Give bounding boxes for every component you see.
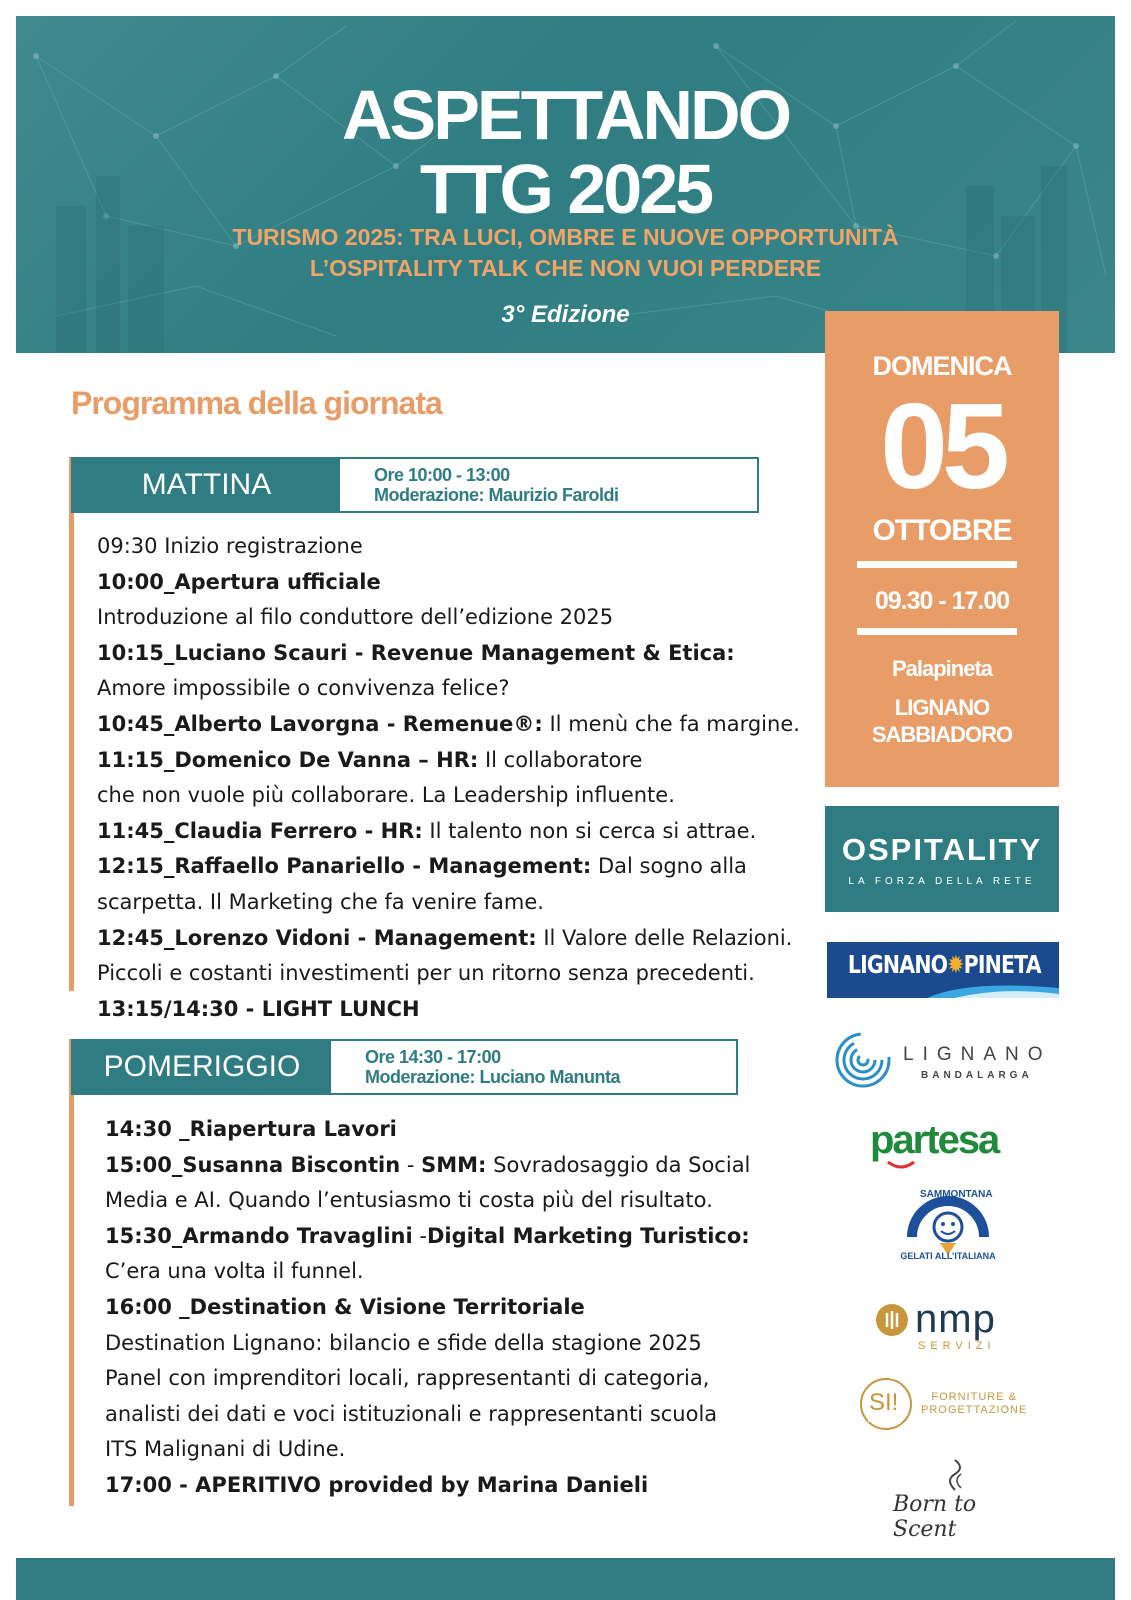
agenda-line — [105, 1254, 805, 1290]
event-hours: 09.30 - 17.00 — [874, 587, 1010, 615]
nmp-logo-text: nmp — [915, 1297, 996, 1341]
si-logo-line1: FORNITURE & — [931, 1391, 1017, 1403]
event-weekday: DOMENICA — [872, 351, 1012, 381]
agenda-line-text: C’era una volta il funnel. — [105, 1259, 364, 1284]
agenda-line — [97, 778, 797, 814]
edition-label: 3° Edizione — [501, 301, 630, 328]
agenda-line-text: Media e AI. Quando l’entusiasmo ti costa più del risultato. — [105, 1188, 713, 1213]
agenda-line-text: Destination Lignano: bilancio e sfide della stagione 2025 — [105, 1330, 702, 1355]
lignano-pineta-right: PINETA — [963, 950, 1041, 979]
agenda-line — [105, 1361, 805, 1397]
born-to-scent-text: Born to Scent — [893, 1492, 977, 1542]
partesa-logo — [870, 1118, 1030, 1168]
agenda-line-text: Sovradosaggio da Social — [486, 1152, 751, 1177]
lignano-bandalarga-logo — [833, 1030, 1063, 1092]
agenda-line — [105, 1397, 805, 1433]
agenda-line-text: Il talento non si cerca si attrae. — [422, 818, 757, 843]
event-subtitle-line2: L’OSPITALITY TALK CHE NON VUOI PERDERE — [309, 255, 822, 281]
lignano-bandalarga-name: LIGNANO — [903, 1044, 1052, 1065]
si-emblem-text: SI! — [869, 1389, 899, 1416]
event-month: OTTOBRE — [872, 514, 1012, 547]
program-title: Programma della giornata — [71, 385, 442, 421]
agenda-line-bold: 12:15_Raffaello Panariello - Management: — [97, 854, 592, 879]
si-logo-text — [921, 1391, 1027, 1417]
agenda-line-bold: 11:15_Domenico De Vanna – HR: — [97, 747, 479, 772]
event-venue: Palapineta — [891, 656, 993, 681]
section-accent-bar — [69, 457, 74, 991]
agenda-line-bold: SMM: — [421, 1152, 487, 1177]
agenda-line — [97, 849, 797, 885]
agenda-line-bold: 15:30_Armando Travaglini — [105, 1223, 413, 1248]
agenda-line-text: che non vuole più collaborare. La Leadership influente. — [97, 783, 675, 808]
header-banner — [16, 16, 1115, 353]
event-day: 05 — [880, 378, 1004, 514]
agenda-line — [105, 1148, 805, 1184]
agenda-line-bold: 10:00_Apertura ufficiale — [97, 569, 381, 594]
agenda-line — [97, 707, 800, 743]
ospitality-logo — [825, 806, 1059, 912]
si-logo-line2: PROGETTAZIONE — [921, 1404, 1028, 1416]
morning-agenda — [97, 529, 800, 1027]
agenda-line — [105, 1219, 805, 1255]
agenda-line-text: Dal sogno alla — [591, 854, 747, 879]
agenda-line — [97, 885, 797, 921]
event-city — [842, 694, 1042, 748]
agenda-line — [105, 1112, 805, 1148]
afternoon-info — [331, 1041, 620, 1093]
agenda-line — [105, 1183, 805, 1219]
agenda-line-bold: 14:30 _Riapertura Lavori — [105, 1117, 397, 1141]
event-city-line1: LIGNANO — [894, 695, 990, 720]
ospitality-logo-tagline: LA FORZA DELLA RETE — [848, 876, 1036, 887]
agenda-line — [97, 600, 797, 636]
footer-bar — [16, 1558, 1115, 1600]
sammontana-name: SAMMONTANA — [920, 1189, 993, 1200]
wave-icon — [927, 980, 1059, 998]
agenda-line-bold: 16:00 _Destination & Visione Territoriale — [105, 1294, 585, 1319]
afternoon-time: Ore 14:30 - 17:00 — [365, 1047, 501, 1067]
agenda-line-bold: Digital Marketing Turistico: — [426, 1223, 750, 1248]
sammontana-logo — [898, 1189, 998, 1263]
divider — [857, 561, 1017, 568]
agenda-line — [97, 956, 797, 992]
agenda-line-text: Il menù che fa margine. — [542, 711, 800, 736]
smoke-swirl-icon — [935, 1458, 975, 1492]
agenda-line-text: analisti dei dati e voci istituzionali e rappresentanti scuola — [105, 1401, 718, 1426]
afternoon-section-header — [71, 1039, 738, 1095]
agenda-line — [97, 814, 797, 850]
agenda-line-text: Amore impossibile o convivenza felice? — [97, 676, 510, 701]
nmp-logo-sub: SERVIZI — [918, 1340, 996, 1352]
event-title-line1: ASPETTANDO — [341, 76, 790, 154]
agenda-line — [97, 921, 797, 957]
morning-label: MATTINA — [73, 459, 340, 511]
event-subtitle-line1: TURISMO 2025: TRA LUCI, OMBRE E NUOVE OPPORTUNITÀ — [232, 224, 899, 250]
agenda-line — [97, 565, 797, 601]
morning-section-header — [71, 457, 759, 513]
event-title-line2: TTG 2025 — [419, 150, 712, 228]
agenda-line — [97, 671, 797, 707]
agenda-line-bold: 10:15_Luciano Scauri - Revenue Management & Etica: — [97, 640, 735, 665]
smile-icon — [886, 1160, 916, 1170]
lignano-bandalarga-sub: BANDALARGA — [921, 1070, 1033, 1081]
nmp-emblem-icon — [875, 1303, 909, 1337]
agenda-line-text: - — [400, 1152, 422, 1177]
agenda-line-bold: 10:45_Alberto Lavorgna - Remenue®: — [97, 711, 543, 736]
morning-moderation: Moderazione: Maurizio Faroldi — [374, 485, 619, 505]
date-box — [825, 311, 1059, 787]
agenda-line — [97, 743, 797, 779]
agenda-line-bold: 17:00 - APERITIVO provided by Marina Danieli — [105, 1472, 649, 1497]
afternoon-moderation: Moderazione: Luciano Manunta — [365, 1067, 621, 1087]
agenda-line-text: Il Valore delle Relazioni. — [536, 925, 793, 950]
sammontana-right-text: ALL’ITALIANA — [934, 1251, 996, 1261]
morning-info — [340, 459, 619, 511]
nmp-servizi-logo — [875, 1297, 1025, 1353]
agenda-line-text: Piccoli e costanti investimenti per un ritorno senza precedenti. — [97, 961, 755, 986]
agenda-line — [105, 1432, 805, 1468]
agenda-line-bold: 12:45_Lorenzo Vidoni - Management: — [97, 925, 537, 950]
lignano-pineta-left: LIGNANO — [847, 950, 948, 979]
sun-icon: ✹ — [947, 950, 964, 979]
sammontana-left-text: GELATI — [900, 1251, 933, 1261]
agenda-line — [97, 636, 797, 672]
agenda-line-text: ITS Malignani di Udine. — [105, 1437, 346, 1462]
morning-time: Ore 10:00 - 13:00 — [374, 465, 510, 485]
afternoon-agenda — [105, 1112, 805, 1504]
divider — [857, 628, 1017, 635]
lignano-pineta-logo — [827, 942, 1059, 998]
section-accent-bar — [69, 1039, 74, 1506]
agenda-line — [105, 1468, 805, 1504]
agenda-line — [105, 1326, 805, 1362]
agenda-line — [105, 1290, 805, 1326]
agenda-line-text: Panel con imprenditori locali, rappresentanti di categoria, — [105, 1366, 710, 1391]
sammontana-bottom-text — [892, 1251, 1004, 1261]
partesa-logo-text: partesa — [870, 1118, 999, 1162]
agenda-line-text: 09:30 Inizio registrazione — [97, 534, 363, 558]
afternoon-label: POMERIGGIO — [73, 1041, 331, 1093]
ospitality-logo-name: OSPITALITY — [841, 832, 1043, 867]
si-forniture-logo — [858, 1376, 1038, 1432]
agenda-line-bold: 15:00_Susanna Biscontin — [105, 1152, 401, 1177]
agenda-line-bold: 11:45_Claudia Ferrero - HR: — [97, 818, 423, 843]
agenda-line-bold: 13:15/14:30 - LIGHT LUNCH — [97, 996, 420, 1021]
agenda-line-text: scarpetta. Il Marketing che fa venire fame. — [97, 889, 544, 914]
spiral-icon — [833, 1030, 893, 1090]
agenda-line-text: - — [412, 1223, 427, 1248]
agenda-line — [97, 992, 797, 1028]
agenda-line-text: Il collaboratore — [478, 747, 643, 772]
lignano-pineta-logo-text — [847, 950, 1041, 979]
agenda-line-text: Introduzione al filo conduttore dell’edizione 2025 — [97, 605, 614, 630]
agenda-line — [97, 529, 797, 565]
event-city-line2: SABBIADORO — [871, 722, 1013, 747]
born-to-scent-logo — [885, 1458, 1015, 1542]
